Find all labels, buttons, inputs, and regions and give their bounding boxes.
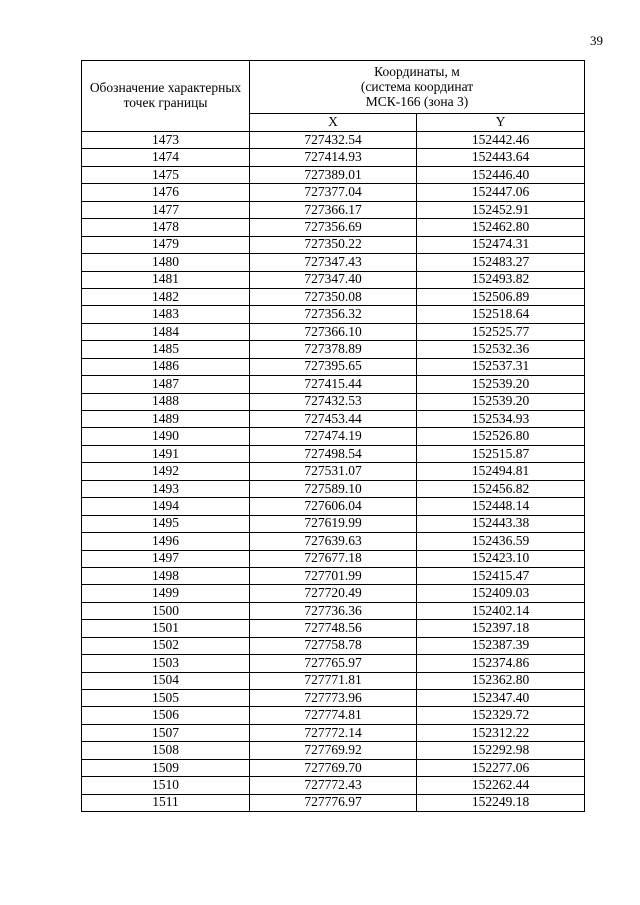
point-id-cell: 1507 bbox=[82, 724, 250, 741]
table-row bbox=[82, 288, 585, 305]
x-coordinate-cell: 727773.96 bbox=[250, 690, 417, 707]
point-id-cell: 1475 bbox=[82, 166, 250, 183]
x-coordinate-cell: 727639.63 bbox=[250, 533, 417, 550]
x-coordinate-cell: 727498.54 bbox=[250, 445, 417, 462]
point-id-cell: 1511 bbox=[82, 794, 250, 811]
table-row bbox=[82, 585, 585, 602]
header-x: X bbox=[250, 114, 417, 132]
y-coordinate-cell: 152446.40 bbox=[417, 166, 585, 183]
y-coordinate-cell: 152493.82 bbox=[417, 271, 585, 288]
x-coordinate-cell: 727720.49 bbox=[250, 585, 417, 602]
table-body bbox=[82, 132, 585, 812]
table-row bbox=[82, 637, 585, 654]
header-coordinates bbox=[250, 61, 585, 114]
y-coordinate-cell: 152312.22 bbox=[417, 724, 585, 741]
table-row bbox=[82, 376, 585, 393]
x-coordinate-cell: 727389.01 bbox=[250, 166, 417, 183]
y-coordinate-cell: 152452.91 bbox=[417, 201, 585, 218]
point-id-cell: 1505 bbox=[82, 690, 250, 707]
x-coordinate-cell: 727758.78 bbox=[250, 637, 417, 654]
point-id-cell: 1494 bbox=[82, 498, 250, 515]
point-id-cell: 1474 bbox=[82, 149, 250, 166]
y-coordinate-cell: 152262.44 bbox=[417, 777, 585, 794]
point-id-cell: 1502 bbox=[82, 637, 250, 654]
x-coordinate-cell: 727772.43 bbox=[250, 777, 417, 794]
x-coordinate-cell: 727347.43 bbox=[250, 254, 417, 271]
y-coordinate-cell: 152362.80 bbox=[417, 672, 585, 689]
x-coordinate-cell: 727606.04 bbox=[250, 498, 417, 515]
table-row bbox=[82, 777, 585, 794]
table-row bbox=[82, 445, 585, 462]
header-coordinates-line1: Координаты, м bbox=[374, 63, 460, 79]
point-id-cell: 1493 bbox=[82, 480, 250, 497]
x-coordinate-cell: 727347.40 bbox=[250, 271, 417, 288]
x-coordinate-cell: 727769.92 bbox=[250, 742, 417, 759]
point-id-cell: 1490 bbox=[82, 428, 250, 445]
x-coordinate-cell: 727589.10 bbox=[250, 480, 417, 497]
x-coordinate-cell: 727415.44 bbox=[250, 376, 417, 393]
table-row bbox=[82, 672, 585, 689]
x-coordinate-cell: 727774.81 bbox=[250, 707, 417, 724]
page-number: 39 bbox=[590, 33, 603, 48]
x-coordinate-cell: 727701.99 bbox=[250, 567, 417, 584]
table-row bbox=[82, 463, 585, 480]
table-row bbox=[82, 620, 585, 637]
y-coordinate-cell: 152515.87 bbox=[417, 445, 585, 462]
point-id-cell: 1478 bbox=[82, 219, 250, 236]
table-row bbox=[82, 690, 585, 707]
point-id-cell: 1484 bbox=[82, 323, 250, 340]
y-coordinate-cell: 152415.47 bbox=[417, 567, 585, 584]
point-id-cell: 1499 bbox=[82, 585, 250, 602]
x-coordinate-cell: 727769.70 bbox=[250, 759, 417, 776]
y-coordinate-cell: 152443.64 bbox=[417, 149, 585, 166]
x-coordinate-cell: 727366.10 bbox=[250, 323, 417, 340]
y-coordinate-cell: 152423.10 bbox=[417, 550, 585, 567]
x-coordinate-cell: 727771.81 bbox=[250, 672, 417, 689]
table-row bbox=[82, 550, 585, 567]
point-id-cell: 1476 bbox=[82, 184, 250, 201]
x-coordinate-cell: 727776.97 bbox=[250, 794, 417, 811]
point-id-cell: 1495 bbox=[82, 515, 250, 532]
table-row bbox=[82, 132, 585, 149]
table-row bbox=[82, 149, 585, 166]
x-coordinate-cell: 727736.36 bbox=[250, 602, 417, 619]
table-row bbox=[82, 707, 585, 724]
y-coordinate-cell: 152518.64 bbox=[417, 306, 585, 323]
y-coordinate-cell: 152474.31 bbox=[417, 236, 585, 253]
table-row bbox=[82, 184, 585, 201]
point-id-cell: 1477 bbox=[82, 201, 250, 218]
point-id-cell: 1501 bbox=[82, 620, 250, 637]
table-row bbox=[82, 393, 585, 410]
table-row bbox=[82, 602, 585, 619]
x-coordinate-cell: 727474.19 bbox=[250, 428, 417, 445]
y-coordinate-cell: 152537.31 bbox=[417, 358, 585, 375]
point-id-cell: 1491 bbox=[82, 445, 250, 462]
point-id-cell: 1500 bbox=[82, 602, 250, 619]
point-id-cell: 1496 bbox=[82, 533, 250, 550]
x-coordinate-cell: 727350.22 bbox=[250, 236, 417, 253]
y-coordinate-cell: 152448.14 bbox=[417, 498, 585, 515]
y-coordinate-cell: 152494.81 bbox=[417, 463, 585, 480]
point-id-cell: 1504 bbox=[82, 672, 250, 689]
point-id-cell: 1486 bbox=[82, 358, 250, 375]
x-coordinate-cell: 727453.44 bbox=[250, 411, 417, 428]
point-id-cell: 1503 bbox=[82, 655, 250, 672]
y-coordinate-cell: 152539.20 bbox=[417, 393, 585, 410]
y-coordinate-cell: 152462.80 bbox=[417, 219, 585, 236]
table-row bbox=[82, 655, 585, 672]
y-coordinate-cell: 152374.86 bbox=[417, 655, 585, 672]
point-id-cell: 1487 bbox=[82, 376, 250, 393]
point-id-cell: 1473 bbox=[82, 132, 250, 149]
point-id-cell: 1498 bbox=[82, 567, 250, 584]
point-id-cell: 1481 bbox=[82, 271, 250, 288]
x-coordinate-cell: 727356.32 bbox=[250, 306, 417, 323]
x-coordinate-cell: 727377.04 bbox=[250, 184, 417, 201]
table-row bbox=[82, 254, 585, 271]
table-row bbox=[82, 480, 585, 497]
y-coordinate-cell: 152447.06 bbox=[417, 184, 585, 201]
table-row bbox=[82, 533, 585, 550]
header-y: Y bbox=[417, 114, 585, 132]
x-coordinate-cell: 727432.54 bbox=[250, 132, 417, 149]
coordinates-table bbox=[81, 60, 585, 812]
table-row bbox=[82, 724, 585, 741]
y-coordinate-cell: 152436.59 bbox=[417, 533, 585, 550]
y-coordinate-cell: 152526.80 bbox=[417, 428, 585, 445]
point-id-cell: 1492 bbox=[82, 463, 250, 480]
y-coordinate-cell: 152539.20 bbox=[417, 376, 585, 393]
table-row bbox=[82, 498, 585, 515]
point-id-cell: 1509 bbox=[82, 759, 250, 776]
point-id-cell: 1510 bbox=[82, 777, 250, 794]
point-id-cell: 1485 bbox=[82, 341, 250, 358]
y-coordinate-cell: 152277.06 bbox=[417, 759, 585, 776]
y-coordinate-cell: 152292.98 bbox=[417, 742, 585, 759]
point-id-cell: 1483 bbox=[82, 306, 250, 323]
table-row bbox=[82, 411, 585, 428]
y-coordinate-cell: 152347.40 bbox=[417, 690, 585, 707]
x-coordinate-cell: 727765.97 bbox=[250, 655, 417, 672]
x-coordinate-cell: 727395.65 bbox=[250, 358, 417, 375]
y-coordinate-cell: 152409.03 bbox=[417, 585, 585, 602]
x-coordinate-cell: 727432.53 bbox=[250, 393, 417, 410]
x-coordinate-cell: 727531.07 bbox=[250, 463, 417, 480]
y-coordinate-cell: 152443.38 bbox=[417, 515, 585, 532]
table-row bbox=[82, 219, 585, 236]
y-coordinate-cell: 152442.46 bbox=[417, 132, 585, 149]
table-row bbox=[82, 271, 585, 288]
point-id-cell: 1506 bbox=[82, 707, 250, 724]
table-row bbox=[82, 306, 585, 323]
table-row bbox=[82, 323, 585, 340]
x-coordinate-cell: 727350.08 bbox=[250, 288, 417, 305]
header-coordinates-line3: МСК-166 (зона 3) bbox=[365, 93, 469, 109]
table-row bbox=[82, 759, 585, 776]
y-coordinate-cell: 152402.14 bbox=[417, 602, 585, 619]
table-row bbox=[82, 341, 585, 358]
y-coordinate-cell: 152525.77 bbox=[417, 323, 585, 340]
table-row bbox=[82, 428, 585, 445]
x-coordinate-cell: 727748.56 bbox=[250, 620, 417, 637]
y-coordinate-cell: 152249.18 bbox=[417, 794, 585, 811]
header-coordinates-line2: (система координат bbox=[360, 78, 474, 94]
point-id-cell: 1489 bbox=[82, 411, 250, 428]
table-row bbox=[82, 794, 585, 811]
point-id-cell: 1508 bbox=[82, 742, 250, 759]
y-coordinate-cell: 152506.89 bbox=[417, 288, 585, 305]
table-row bbox=[82, 567, 585, 584]
point-id-cell: 1479 bbox=[82, 236, 250, 253]
y-coordinate-cell: 152387.39 bbox=[417, 637, 585, 654]
table-row bbox=[82, 515, 585, 532]
y-coordinate-cell: 152397.18 bbox=[417, 620, 585, 637]
y-coordinate-cell: 152456.82 bbox=[417, 480, 585, 497]
table-row bbox=[82, 201, 585, 218]
point-id-cell: 1488 bbox=[82, 393, 250, 410]
point-id-cell: 1497 bbox=[82, 550, 250, 567]
point-id-cell: 1482 bbox=[82, 288, 250, 305]
x-coordinate-cell: 727677.18 bbox=[250, 550, 417, 567]
point-id-cell: 1480 bbox=[82, 254, 250, 271]
x-coordinate-cell: 727414.93 bbox=[250, 149, 417, 166]
y-coordinate-cell: 152532.36 bbox=[417, 341, 585, 358]
x-coordinate-cell: 727366.17 bbox=[250, 201, 417, 218]
header-point-designation: Обозначение характерных точек границы bbox=[82, 61, 250, 132]
y-coordinate-cell: 152534.93 bbox=[417, 411, 585, 428]
table-row bbox=[82, 166, 585, 183]
x-coordinate-cell: 727772.14 bbox=[250, 724, 417, 741]
table-row bbox=[82, 358, 585, 375]
x-coordinate-cell: 727356.69 bbox=[250, 219, 417, 236]
y-coordinate-cell: 152483.27 bbox=[417, 254, 585, 271]
y-coordinate-cell: 152329.72 bbox=[417, 707, 585, 724]
table-row bbox=[82, 742, 585, 759]
x-coordinate-cell: 727619.99 bbox=[250, 515, 417, 532]
x-coordinate-cell: 727378.89 bbox=[250, 341, 417, 358]
table-row bbox=[82, 236, 585, 253]
